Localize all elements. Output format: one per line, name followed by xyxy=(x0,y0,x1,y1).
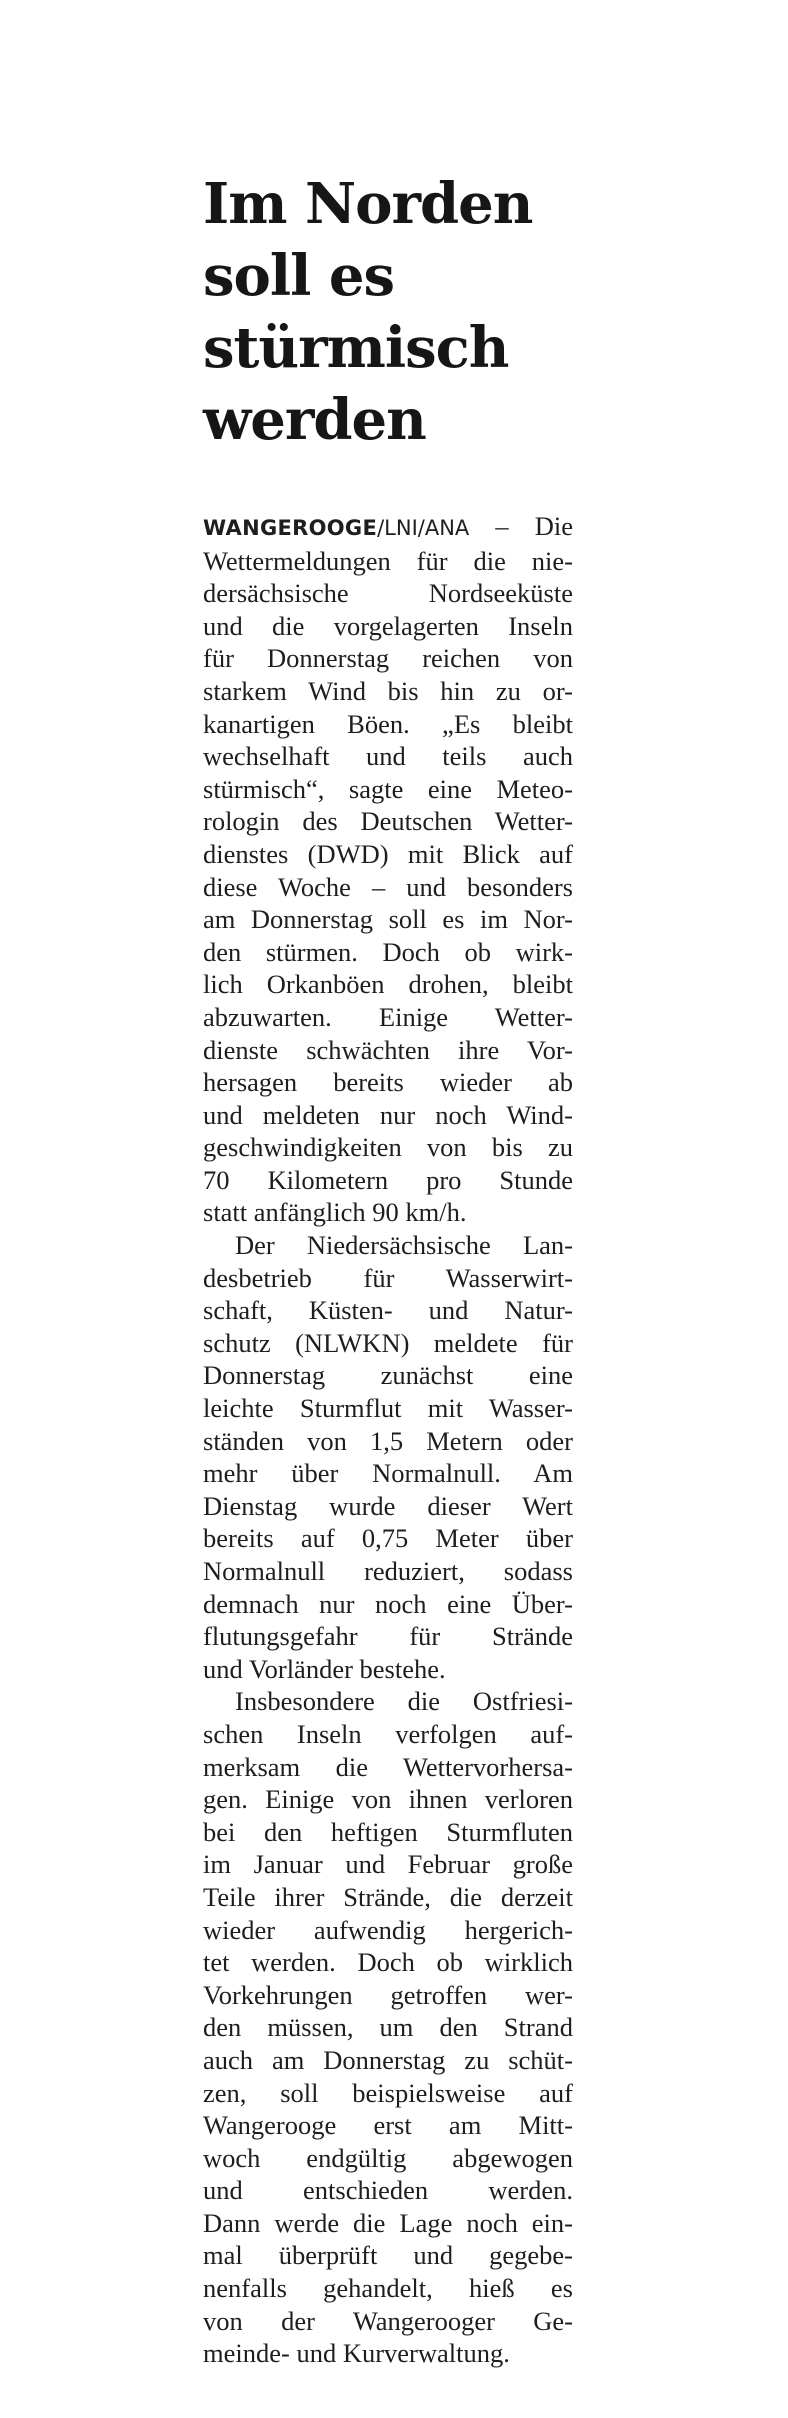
text-line: den stürmen. Doch ob wirk- xyxy=(203,936,573,967)
text-line: leichte Sturmflut mit Wasser- xyxy=(203,1393,573,1424)
text-line: und Vorländer bestehe. xyxy=(203,1653,446,1684)
headline-line: stürmisch xyxy=(203,315,509,381)
text-line: und entschieden werden. xyxy=(203,2175,573,2206)
text-line: tet werden. Doch ob wirklich xyxy=(203,1947,573,1978)
text-line: diese Woche – und besonders xyxy=(203,871,573,902)
headline-line: werden xyxy=(203,387,426,453)
dateline-agency: /LNI/ANA xyxy=(377,516,470,540)
text-line: woch endgültig abgewogen xyxy=(203,2142,573,2173)
text-line: Der Niedersächsische Lan- xyxy=(235,1230,573,1261)
headline-line: soll es xyxy=(203,243,395,309)
text-line: starkem Wind bis hin zu or- xyxy=(203,675,573,706)
text-line: Vorkehrungen getroffen wer- xyxy=(203,1979,573,2010)
text-line: auch am Donnerstag zu schüt- xyxy=(203,2044,573,2075)
text-line: und meldeten nur noch Wind- xyxy=(203,1099,573,1130)
text-line: dersächsische Nordseeküste xyxy=(203,578,573,609)
text-line: stürmisch“, sagte eine Meteo- xyxy=(203,773,573,804)
text-line xyxy=(203,510,573,545)
paragraph xyxy=(203,1685,573,2369)
text-line: schen Inseln verfolgen auf- xyxy=(203,1718,573,1749)
text-line: merksam die Wettervorhersa- xyxy=(203,1751,573,1782)
text-line: dienstes (DWD) mit Blick auf xyxy=(203,838,573,869)
text-line: Dienstag wurde dieser Wert xyxy=(203,1490,573,1521)
text-line: am Donnerstag soll es im Nor- xyxy=(203,904,573,935)
text-line: Donnerstag zunächst eine xyxy=(203,1360,573,1391)
article-body xyxy=(203,510,573,2370)
paragraph xyxy=(203,1229,573,1685)
dateline-place: WANGEROOGE xyxy=(203,516,378,540)
text-line: gen. Einige von ihnen verloren xyxy=(203,1784,573,1815)
text-line: zen, soll beispielsweise auf xyxy=(203,2077,573,2108)
text-line: hersagen bereits wieder ab xyxy=(203,1067,573,1098)
text-line: wieder aufwendig hergerich- xyxy=(203,1914,573,1945)
text-line: schutz (NLWKN) meldete für xyxy=(203,1327,573,1358)
text-line: für Donnerstag reichen von xyxy=(203,643,573,674)
text-line: desbetrieb für Wasserwirt- xyxy=(203,1262,573,1293)
text-line: wechselhaft und teils auch xyxy=(203,741,573,772)
text-line: demnach nur noch eine Über- xyxy=(203,1588,573,1619)
headline-line: Im Norden xyxy=(203,171,533,237)
text-line: dienste schwächten ihre Vor- xyxy=(203,1034,573,1065)
text-line: schaft, Küsten- und Natur- xyxy=(203,1295,573,1326)
text-line: 70 Kilometern pro Stunde xyxy=(203,1164,573,1195)
text-line: und die vorgelagerten Inseln xyxy=(203,610,573,641)
text-line: den müssen, um den Strand xyxy=(203,2012,573,2043)
text-fragment: – Die xyxy=(469,511,573,541)
news-article xyxy=(203,168,573,2370)
text-line: Teile ihrer Strände, die derzeit xyxy=(203,1881,573,1912)
text-line: nenfalls gehandelt, hieß es xyxy=(203,2273,573,2304)
text-line: rologin des Deutschen Wetter- xyxy=(203,806,573,837)
text-line: mal überprüft und gegebe- xyxy=(203,2240,573,2271)
text-line: abzuwarten. Einige Wetter- xyxy=(203,1001,573,1032)
text-line: ständen von 1,5 Metern oder xyxy=(203,1425,573,1456)
text-line: meinde- und Kurverwaltung. xyxy=(203,2338,510,2369)
paragraph xyxy=(203,510,573,1229)
text-line: statt anfänglich 90 km/h. xyxy=(203,1197,467,1228)
text-line: im Januar und Februar große xyxy=(203,1849,573,1880)
text-line: bei den heftigen Sturmfluten xyxy=(203,1816,573,1847)
text-line: von der Wangerooger Ge- xyxy=(203,2305,573,2336)
text-line: Normalnull reduziert, sodass xyxy=(203,1556,573,1586)
text-line: Wangerooge erst am Mitt- xyxy=(203,2110,573,2141)
text-line: Wettermeldungen für die nie- xyxy=(203,545,573,576)
text-line: bereits auf 0,75 Meter über xyxy=(203,1523,573,1554)
text-line: Dann werde die Lage noch ein- xyxy=(203,2207,573,2238)
text-line: lich Orkanböen drohen, bleibt xyxy=(203,969,573,1000)
text-line: flutungsgefahr für Strände xyxy=(203,1621,573,1652)
text-line: kanartigen Böen. „Es bleibt xyxy=(203,708,573,739)
text-line: Insbesondere die Ostfriesi- xyxy=(235,1686,573,1717)
text-line: geschwindigkeiten von bis zu xyxy=(203,1132,573,1163)
headline xyxy=(203,168,573,456)
text-line: mehr über Normalnull. Am xyxy=(203,1458,573,1489)
